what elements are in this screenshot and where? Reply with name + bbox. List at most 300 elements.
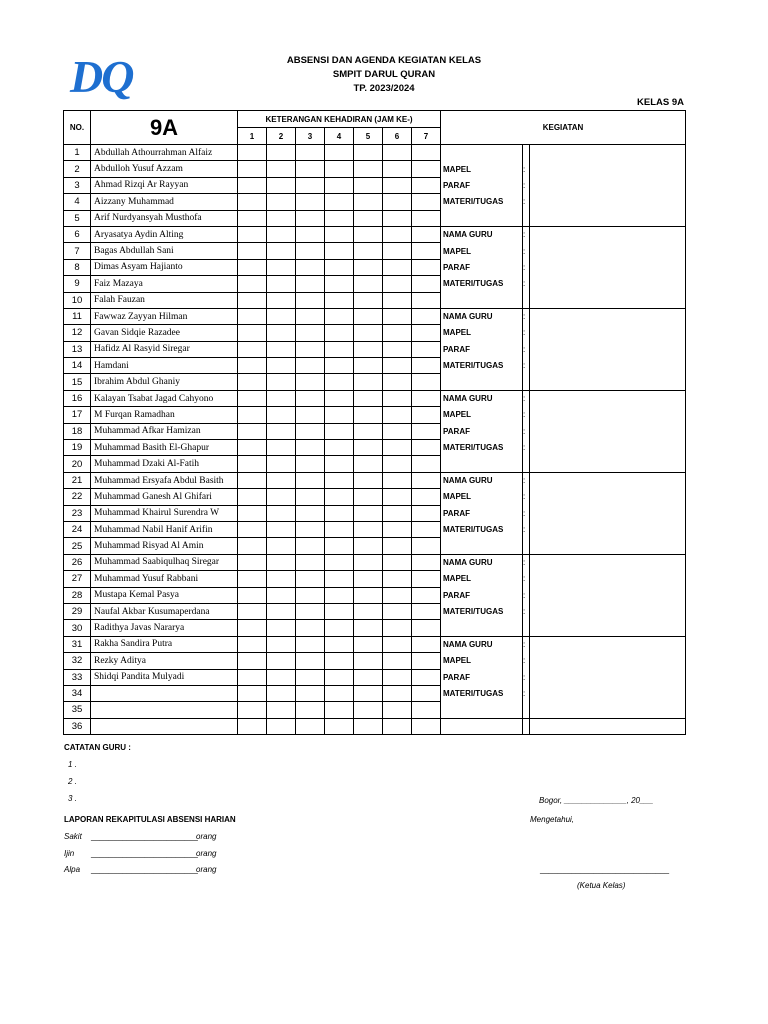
attendance-cell[interactable]: [238, 276, 267, 292]
attendance-cell[interactable]: [354, 243, 383, 259]
attendance-cell[interactable]: [412, 653, 441, 669]
attendance-cell[interactable]: [383, 538, 412, 554]
attendance-cell[interactable]: [267, 653, 296, 669]
attendance-cell[interactable]: [383, 653, 412, 669]
attendance-cell[interactable]: [238, 226, 267, 242]
attendance-cell[interactable]: [296, 489, 325, 505]
attendance-cell[interactable]: [238, 440, 267, 456]
attendance-cell[interactable]: [412, 505, 441, 521]
attendance-cell[interactable]: [267, 177, 296, 193]
attendance-cell[interactable]: [412, 521, 441, 537]
attendance-cell[interactable]: [412, 489, 441, 505]
attendance-cell[interactable]: [238, 702, 267, 718]
attendance-cell[interactable]: [267, 603, 296, 619]
attendance-cell[interactable]: [238, 538, 267, 554]
attendance-cell[interactable]: [383, 472, 412, 488]
attendance-cell[interactable]: [354, 161, 383, 177]
attendance-cell[interactable]: [238, 620, 267, 636]
attendance-cell[interactable]: [238, 603, 267, 619]
attendance-cell[interactable]: [325, 194, 354, 210]
attendance-cell[interactable]: [267, 521, 296, 537]
attendance-cell[interactable]: [267, 489, 296, 505]
attendance-cell[interactable]: [238, 145, 267, 161]
attendance-cell[interactable]: [412, 259, 441, 275]
hour-header: 7: [412, 128, 441, 145]
attendance-cell[interactable]: [412, 669, 441, 685]
attendance-cell[interactable]: [267, 472, 296, 488]
attendance-cell[interactable]: [412, 407, 441, 423]
attendance-cell[interactable]: [325, 472, 354, 488]
attendance-cell[interactable]: [354, 325, 383, 341]
attendance-cell[interactable]: [296, 636, 325, 652]
attendance-cell[interactable]: [354, 177, 383, 193]
attendance-cell[interactable]: [383, 571, 412, 587]
attendance-cell[interactable]: [383, 145, 412, 161]
attendance-cell[interactable]: [325, 407, 354, 423]
attendance-cell[interactable]: [412, 718, 441, 734]
attendance-cell[interactable]: [412, 685, 441, 701]
attendance-cell[interactable]: [383, 341, 412, 357]
attendance-cell[interactable]: [238, 177, 267, 193]
attendance-cell[interactable]: [383, 308, 412, 324]
attendance-cell[interactable]: [354, 603, 383, 619]
attendance-cell[interactable]: [296, 226, 325, 242]
attendance-cell[interactable]: [325, 308, 354, 324]
attendance-cell[interactable]: [383, 243, 412, 259]
attendance-cell[interactable]: [296, 161, 325, 177]
attendance-cell[interactable]: [383, 390, 412, 406]
kegiatan-value-cell[interactable]: [530, 718, 686, 734]
attendance-cell[interactable]: [412, 636, 441, 652]
attendance-cell[interactable]: [383, 423, 412, 439]
kegiatan-value-cell[interactable]: [530, 341, 686, 357]
attendance-cell[interactable]: [412, 603, 441, 619]
attendance-cell[interactable]: [325, 718, 354, 734]
attendance-cell[interactable]: [267, 308, 296, 324]
table-row: [64, 620, 686, 636]
attendance-cell[interactable]: [296, 390, 325, 406]
attendance-cell[interactable]: [412, 472, 441, 488]
kegiatan-value-cell[interactable]: [530, 210, 686, 226]
attendance-cell[interactable]: [383, 440, 412, 456]
attendance-cell[interactable]: [383, 636, 412, 652]
attendance-cell[interactable]: [325, 423, 354, 439]
attendance-cell[interactable]: [296, 669, 325, 685]
attendance-cell[interactable]: [296, 145, 325, 161]
attendance-cell[interactable]: [354, 587, 383, 603]
attendance-cell[interactable]: [267, 194, 296, 210]
attendance-cell[interactable]: [354, 472, 383, 488]
attendance-cell[interactable]: [267, 341, 296, 357]
attendance-cell[interactable]: [354, 702, 383, 718]
attendance-cell[interactable]: [267, 669, 296, 685]
attendance-cell[interactable]: [354, 308, 383, 324]
attendance-cell[interactable]: [354, 341, 383, 357]
attendance-cell[interactable]: [383, 358, 412, 374]
attendance-cell[interactable]: [267, 325, 296, 341]
attendance-cell[interactable]: [383, 177, 412, 193]
attendance-cell[interactable]: [267, 505, 296, 521]
attendance-cell[interactable]: [383, 194, 412, 210]
attendance-cell[interactable]: [296, 587, 325, 603]
attendance-cell[interactable]: [412, 341, 441, 357]
attendance-cell[interactable]: [412, 390, 441, 406]
attendance-cell[interactable]: [296, 653, 325, 669]
attendance-cell[interactable]: [354, 407, 383, 423]
attendance-cell[interactable]: [354, 718, 383, 734]
row-number: 10: [64, 292, 91, 308]
attendance-cell[interactable]: [238, 374, 267, 390]
attendance-cell[interactable]: [325, 702, 354, 718]
attendance-cell[interactable]: [238, 505, 267, 521]
attendance-cell[interactable]: [412, 325, 441, 341]
attendance-cell[interactable]: [296, 718, 325, 734]
kegiatan-value-cell[interactable]: [530, 571, 686, 587]
attendance-cell[interactable]: [238, 489, 267, 505]
attendance-cell[interactable]: [267, 407, 296, 423]
attendance-cell[interactable]: [238, 259, 267, 275]
attendance-cell[interactable]: [325, 161, 354, 177]
attendance-cell[interactable]: [354, 145, 383, 161]
attendance-cell[interactable]: [325, 587, 354, 603]
attendance-cell[interactable]: [267, 636, 296, 652]
attendance-cell[interactable]: [325, 571, 354, 587]
attendance-cell[interactable]: [354, 423, 383, 439]
attendance-cell[interactable]: [267, 276, 296, 292]
attendance-cell[interactable]: [267, 161, 296, 177]
attendance-cell[interactable]: [267, 456, 296, 472]
kegiatan-value-cell[interactable]: [530, 587, 686, 603]
kegiatan-value-cell[interactable]: [530, 538, 686, 554]
attendance-cell[interactable]: [412, 620, 441, 636]
attendance-cell[interactable]: [325, 292, 354, 308]
attendance-cell[interactable]: [267, 587, 296, 603]
kegiatan-value-cell[interactable]: [530, 145, 686, 161]
attendance-cell[interactable]: [325, 374, 354, 390]
attendance-cell[interactable]: [383, 603, 412, 619]
attendance-cell[interactable]: [267, 292, 296, 308]
attendance-cell[interactable]: [354, 456, 383, 472]
attendance-cell[interactable]: [325, 341, 354, 357]
kegiatan-value-cell[interactable]: [530, 374, 686, 390]
attendance-cell[interactable]: [325, 177, 354, 193]
attendance-cell[interactable]: [325, 440, 354, 456]
attendance-cell[interactable]: [267, 145, 296, 161]
kegiatan-value-cell[interactable]: [530, 702, 686, 718]
attendance-cell[interactable]: [296, 456, 325, 472]
attendance-cell[interactable]: [238, 423, 267, 439]
attendance-cell[interactable]: [296, 472, 325, 488]
attendance-cell[interactable]: [296, 210, 325, 226]
attendance-cell[interactable]: [354, 685, 383, 701]
kegiatan-value-cell[interactable]: [530, 358, 686, 374]
attendance-cell[interactable]: [412, 571, 441, 587]
kegiatan-value-cell[interactable]: [530, 390, 686, 406]
attendance-cell[interactable]: [296, 358, 325, 374]
attendance-cell[interactable]: [238, 390, 267, 406]
attendance-cell[interactable]: [296, 685, 325, 701]
attendance-cell[interactable]: [354, 669, 383, 685]
kegiatan-value-cell[interactable]: [530, 685, 686, 701]
attendance-cell[interactable]: [325, 521, 354, 537]
attendance-cell[interactable]: [383, 292, 412, 308]
attendance-cell[interactable]: [412, 702, 441, 718]
attendance-cell[interactable]: [383, 456, 412, 472]
attendance-cell[interactable]: [412, 161, 441, 177]
attendance-cell[interactable]: [383, 669, 412, 685]
attendance-cell[interactable]: [354, 358, 383, 374]
attendance-cell[interactable]: [383, 505, 412, 521]
attendance-cell[interactable]: [412, 358, 441, 374]
attendance-cell[interactable]: [383, 718, 412, 734]
attendance-cell[interactable]: [325, 145, 354, 161]
attendance-cell[interactable]: [238, 571, 267, 587]
attendance-cell[interactable]: [383, 325, 412, 341]
attendance-cell[interactable]: [325, 620, 354, 636]
kegiatan-value-cell[interactable]: [530, 194, 686, 210]
attendance-cell[interactable]: [383, 210, 412, 226]
attendance-cell[interactable]: [267, 243, 296, 259]
attendance-cell[interactable]: [325, 489, 354, 505]
attendance-cell[interactable]: [267, 571, 296, 587]
attendance-cell[interactable]: [412, 423, 441, 439]
attendance-cell[interactable]: [296, 603, 325, 619]
attendance-cell[interactable]: [354, 521, 383, 537]
attendance-cell[interactable]: [296, 325, 325, 341]
attendance-cell[interactable]: [325, 603, 354, 619]
attendance-cell[interactable]: [412, 145, 441, 161]
attendance-cell[interactable]: [238, 325, 267, 341]
attendance-cell[interactable]: [267, 423, 296, 439]
attendance-cell[interactable]: [267, 374, 296, 390]
attendance-cell[interactable]: [383, 276, 412, 292]
kegiatan-value-cell[interactable]: [530, 636, 686, 652]
attendance-cell[interactable]: [267, 620, 296, 636]
attendance-cell[interactable]: [383, 554, 412, 570]
table-row: [64, 505, 686, 521]
attendance-cell[interactable]: [267, 554, 296, 570]
row-number: 13: [64, 341, 91, 357]
attendance-cell[interactable]: [238, 554, 267, 570]
attendance-cell[interactable]: [238, 308, 267, 324]
attendance-cell[interactable]: [238, 456, 267, 472]
attendance-cell[interactable]: [383, 374, 412, 390]
kegiatan-value-cell[interactable]: [530, 489, 686, 505]
kegiatan-value-cell[interactable]: [530, 620, 686, 636]
student-name: Shidqi Pandita Mulyadi: [91, 669, 238, 685]
attendance-cell[interactable]: [354, 210, 383, 226]
kegiatan-value-cell[interactable]: [530, 554, 686, 570]
attendance-cell[interactable]: [238, 587, 267, 603]
attendance-cell[interactable]: [267, 538, 296, 554]
attendance-cell[interactable]: [296, 177, 325, 193]
attendance-cell[interactable]: [383, 259, 412, 275]
attendance-cell[interactable]: [325, 325, 354, 341]
attendance-cell[interactable]: [412, 177, 441, 193]
kegiatan-value-cell[interactable]: [530, 423, 686, 439]
attendance-cell[interactable]: [267, 226, 296, 242]
attendance-cell[interactable]: [354, 554, 383, 570]
attendance-cell[interactable]: [238, 194, 267, 210]
attendance-cell[interactable]: [296, 440, 325, 456]
attendance-cell[interactable]: [296, 308, 325, 324]
kegiatan-value-cell[interactable]: [530, 505, 686, 521]
attendance-cell[interactable]: [412, 308, 441, 324]
kegiatan-value-cell[interactable]: [530, 161, 686, 177]
attendance-cell[interactable]: [354, 390, 383, 406]
attendance-cell[interactable]: [238, 718, 267, 734]
attendance-cell[interactable]: [325, 505, 354, 521]
attendance-cell[interactable]: [296, 505, 325, 521]
attendance-cell[interactable]: [354, 259, 383, 275]
attendance-cell[interactable]: [296, 554, 325, 570]
attendance-cell[interactable]: [325, 276, 354, 292]
row-number: 35: [64, 702, 91, 718]
attendance-cell[interactable]: [354, 489, 383, 505]
attendance-cell[interactable]: [238, 407, 267, 423]
attendance-cell[interactable]: [412, 440, 441, 456]
attendance-cell[interactable]: [296, 341, 325, 357]
kegiatan-colon: :: [523, 669, 530, 685]
attendance-cell[interactable]: [267, 440, 296, 456]
attendance-cell[interactable]: [354, 440, 383, 456]
attendance-cell[interactable]: [354, 620, 383, 636]
attendance-cell[interactable]: [354, 636, 383, 652]
attendance-cell[interactable]: [296, 194, 325, 210]
attendance-cell[interactable]: [383, 685, 412, 701]
attendance-cell[interactable]: [354, 276, 383, 292]
attendance-cell[interactable]: [325, 226, 354, 242]
attendance-cell[interactable]: [412, 374, 441, 390]
attendance-cell[interactable]: [296, 423, 325, 439]
attendance-cell[interactable]: [383, 489, 412, 505]
attendance-cell[interactable]: [325, 210, 354, 226]
kegiatan-value-cell[interactable]: [530, 521, 686, 537]
row-number: 24: [64, 521, 91, 537]
attendance-cell[interactable]: [267, 259, 296, 275]
attendance-cell[interactable]: [383, 587, 412, 603]
attendance-cell[interactable]: [238, 161, 267, 177]
attendance-cell[interactable]: [238, 653, 267, 669]
attendance-cell[interactable]: [354, 653, 383, 669]
attendance-cell[interactable]: [383, 226, 412, 242]
kegiatan-value-cell[interactable]: [530, 308, 686, 324]
kegiatan-value-cell[interactable]: [530, 456, 686, 472]
kegiatan-value-cell[interactable]: [530, 292, 686, 308]
kegiatan-value-cell[interactable]: [530, 243, 686, 259]
attendance-cell[interactable]: [354, 571, 383, 587]
attendance-cell[interactable]: [354, 374, 383, 390]
attendance-cell[interactable]: [238, 210, 267, 226]
kegiatan-value-cell[interactable]: [530, 226, 686, 242]
attendance-cell[interactable]: [296, 538, 325, 554]
attendance-cell[interactable]: [325, 636, 354, 652]
attendance-cell[interactable]: [296, 521, 325, 537]
attendance-cell[interactable]: [325, 653, 354, 669]
attendance-cell[interactable]: [267, 390, 296, 406]
row-number: 14: [64, 358, 91, 374]
attendance-cell[interactable]: [267, 210, 296, 226]
attendance-cell[interactable]: [325, 685, 354, 701]
attendance-cell[interactable]: [267, 702, 296, 718]
attendance-cell[interactable]: [238, 669, 267, 685]
kegiatan-colon: :: [523, 407, 530, 423]
attendance-cell[interactable]: [325, 358, 354, 374]
attendance-cell[interactable]: [325, 538, 354, 554]
attendance-cell[interactable]: [238, 521, 267, 537]
attendance-cell[interactable]: [383, 161, 412, 177]
kegiatan-value-cell[interactable]: [530, 259, 686, 275]
attendance-cell[interactable]: [296, 702, 325, 718]
attendance-cell[interactable]: [238, 636, 267, 652]
attendance-cell[interactable]: [354, 292, 383, 308]
kegiatan-value-cell[interactable]: [530, 407, 686, 423]
attendance-cell[interactable]: [238, 472, 267, 488]
attendance-cell[interactable]: [412, 538, 441, 554]
attendance-cell[interactable]: [296, 292, 325, 308]
attendance-cell[interactable]: [296, 374, 325, 390]
attendance-cell[interactable]: [296, 276, 325, 292]
attendance-cell[interactable]: [267, 685, 296, 701]
attendance-cell[interactable]: [325, 456, 354, 472]
attendance-cell[interactable]: [412, 292, 441, 308]
attendance-cell[interactable]: [412, 226, 441, 242]
attendance-cell[interactable]: [238, 358, 267, 374]
attendance-cell[interactable]: [267, 718, 296, 734]
attendance-cell[interactable]: [325, 390, 354, 406]
attendance-cell[interactable]: [412, 554, 441, 570]
kegiatan-label: PARAF: [441, 587, 523, 603]
attendance-cell[interactable]: [296, 620, 325, 636]
kegiatan-value-cell[interactable]: [530, 603, 686, 619]
attendance-cell[interactable]: [296, 407, 325, 423]
attendance-cell[interactable]: [412, 194, 441, 210]
attendance-cell[interactable]: [412, 210, 441, 226]
attendance-cell[interactable]: [325, 259, 354, 275]
attendance-cell[interactable]: [238, 341, 267, 357]
attendance-cell[interactable]: [383, 702, 412, 718]
kegiatan-value-cell[interactable]: [530, 669, 686, 685]
kegiatan-value-cell[interactable]: [530, 653, 686, 669]
attendance-cell[interactable]: [412, 276, 441, 292]
attendance-cell[interactable]: [296, 571, 325, 587]
attendance-cell[interactable]: [296, 259, 325, 275]
attendance-cell[interactable]: [354, 538, 383, 554]
attendance-cell[interactable]: [412, 456, 441, 472]
kegiatan-value-cell[interactable]: [530, 472, 686, 488]
attendance-cell[interactable]: [325, 554, 354, 570]
attendance-cell[interactable]: [267, 358, 296, 374]
kegiatan-value-cell[interactable]: [530, 177, 686, 193]
attendance-cell[interactable]: [383, 407, 412, 423]
kegiatan-value-cell[interactable]: [530, 325, 686, 341]
attendance-cell[interactable]: [238, 243, 267, 259]
attendance-cell[interactable]: [412, 587, 441, 603]
attendance-cell[interactable]: [383, 620, 412, 636]
attendance-cell[interactable]: [354, 194, 383, 210]
attendance-cell[interactable]: [412, 243, 441, 259]
attendance-cell[interactable]: [325, 669, 354, 685]
kegiatan-value-cell[interactable]: [530, 276, 686, 292]
attendance-cell[interactable]: [383, 521, 412, 537]
attendance-cell[interactable]: [354, 226, 383, 242]
attendance-cell[interactable]: [354, 505, 383, 521]
attendance-cell[interactable]: [325, 243, 354, 259]
attendance-cell[interactable]: [238, 685, 267, 701]
attendance-cell[interactable]: [238, 292, 267, 308]
attendance-cell[interactable]: [296, 243, 325, 259]
kegiatan-value-cell[interactable]: [530, 440, 686, 456]
